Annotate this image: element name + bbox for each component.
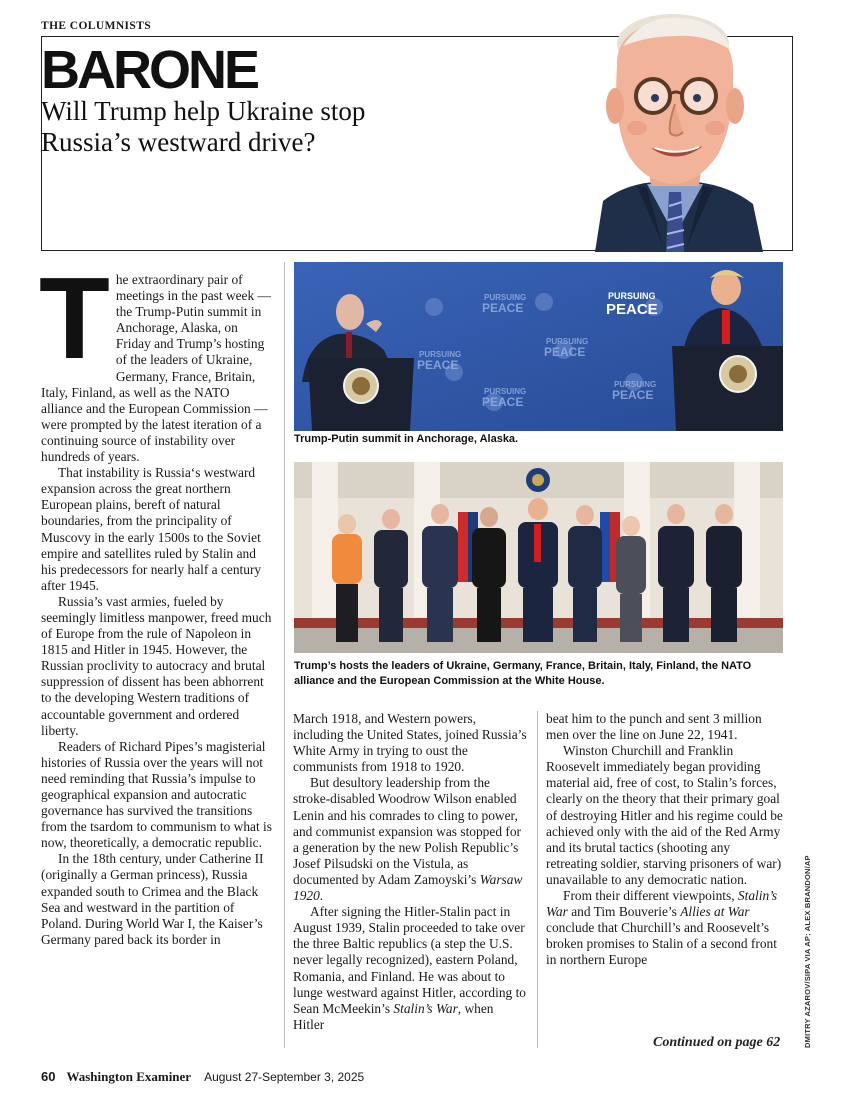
- svg-text:PEACE: PEACE: [544, 345, 586, 359]
- summit-photo: [294, 262, 783, 431]
- paragraph: After signing the Hitler-Stalin pact in August 1939, Stalin proceeded to take over the three Baltic republics (a step the U.S. never legally recognized), eastern Poland, Romania, and Finland. He was about to lunge westward against Hitler, according to Sean McMeekin’s Stalin’s War, when Hitler: [293, 904, 526, 1032]
- publication-name: Washington Examiner: [66, 1069, 192, 1084]
- svg-text:PEACE: PEACE: [482, 301, 524, 315]
- paragraph: Readers of Richard Pipes’s magisterial histories of Russia over the years will not need reminding that Russia’s impulse to geographical expansion and autocratic governance has survived the transitions from the tsardom to communism to what is now, theoretically, a democratic republic.: [41, 738, 272, 851]
- page-number: 60: [41, 1069, 56, 1084]
- photo-credit: DMITRY AZAROV/SIPA VIA AP; ALEX BRANDON/AP: [803, 855, 812, 1048]
- book-title: Warsaw 1920: [293, 871, 523, 904]
- article-column-1: [39, 253, 273, 948]
- paragraph: March 1918, and Western powers, including the United States, joined Russia’s White Army in trying to oust the communists from 1918 to 1920.: [293, 711, 527, 775]
- header-frame-right: [792, 36, 793, 250]
- svg-text:PURSUING: PURSUING: [484, 293, 527, 302]
- paragraph: beat him to the punch and sent 3 million men over the line on June 22, 1941.: [546, 711, 762, 743]
- paragraph: Russia’s vast armies, fueled by seemingly limitless manpower, freed much of Europe from the rule of Napoleon in 1815 and Hitler in 1945. However, the Russian proclivity to autocracy and brutal suppression of dissent has been abhorrent to the developing Western traditions of accountable government and ordered liberty.: [41, 593, 272, 738]
- paragraph: he extraordinary pair of meetings in the past week — the Trump-Putin summit in Anchorage, Alaska, on Friday and Trump’s hosting of the leaders of Ukraine, Germany, France, Britain, Italy, Finland, as well as the NATO alliance and the European Commission — were prompted by the latest iteration of a continuing source of instability over hundreds of years.: [41, 272, 271, 465]
- svg-text:PURSUING: PURSUING: [484, 387, 527, 396]
- svg-text:PURSUING: PURSUING: [608, 291, 656, 301]
- book-title: Stalin’s War: [546, 888, 778, 920]
- columnist-name: BARONE: [41, 40, 258, 100]
- svg-text:PEACE: PEACE: [417, 358, 459, 372]
- article-column-3: [546, 711, 783, 969]
- paragraph: Winston Churchill and Franklin Roosevelt immediately began providing material aid, free of cost, to Stalin’s forces, clearly on the theory that their primary goal of destroying Hitler and his regime could be achieved only with the aid of the Red Army and its brutal tactics (shooting any retreating soldier, starving prisoners of war) unavailable to any democratic nation.: [546, 743, 783, 887]
- column-divider: [537, 711, 538, 1048]
- svg-text:PEACE: PEACE: [482, 395, 524, 409]
- paragraph: That instability is Russia‘s westward expansion across the great northern European plains, bereft of natural boundaries, from the principality of Muscovy in the early 1500s to the Soviet empire and satellites ruled by Stalin and his predecessors for nearly half a century after 1945.: [41, 465, 262, 593]
- article-column-2: [293, 711, 527, 1033]
- column-divider: [284, 262, 285, 1048]
- paragraph: From their different viewpoints, Stalin’s War and Tim Bouverie’s Allies at War conclude that Churchill’s and Roosevelt’s broken promises to Stalin of a second front in northern Europe: [546, 888, 778, 968]
- paragraph: But desultory leadership from the stroke-disabled Woodrow Wilson enabled Lenin and his comrades to cling to power, and communist expansion was stopped for a generation by the new Polish Republic’s Josef Pilsudski on the Vistula, as documented by Adam Zamoyski’s Warsaw 1920.: [293, 775, 523, 904]
- svg-text:PURSUING: PURSUING: [546, 337, 589, 346]
- issue-date: August 27-September 3, 2025: [204, 1070, 365, 1084]
- svg-text:PEACE: PEACE: [606, 301, 658, 318]
- paragraph: In the 18th century, under Catherine II (originally a German princess), Russia expanded south to Crimea and the Black Sea and westward in the partition of Poland. During World War I, the Kaiser’s Germany pared back its border in: [41, 851, 264, 947]
- section-label: THE COLUMNISTS: [41, 20, 152, 32]
- svg-text:PEACE: PEACE: [612, 388, 654, 402]
- svg-text:PURSUING: PURSUING: [419, 350, 462, 359]
- white-house-photo: [294, 462, 783, 653]
- book-title: Stalin’s War: [393, 1000, 458, 1016]
- page-footer: [41, 1069, 364, 1085]
- drop-cap: T: [39, 253, 110, 383]
- columnist-caricature: [585, 6, 765, 252]
- svg-text:PURSUING: PURSUING: [614, 380, 657, 389]
- article-headline: Will Trump help Ukraine stop Russia’s westward drive?: [41, 96, 366, 157]
- book-title: Allies at War: [680, 904, 750, 920]
- summit-caption: Trump-Putin summit in Anchorage, Alaska.: [294, 433, 519, 445]
- white-house-caption: Trump’s hosts the leaders of Ukraine, Germany, France, Britain, Italy, Finland, the NATO alliance and the European Commission at the White House.: [294, 660, 752, 687]
- continued-line: Continued on page 62: [653, 1035, 781, 1050]
